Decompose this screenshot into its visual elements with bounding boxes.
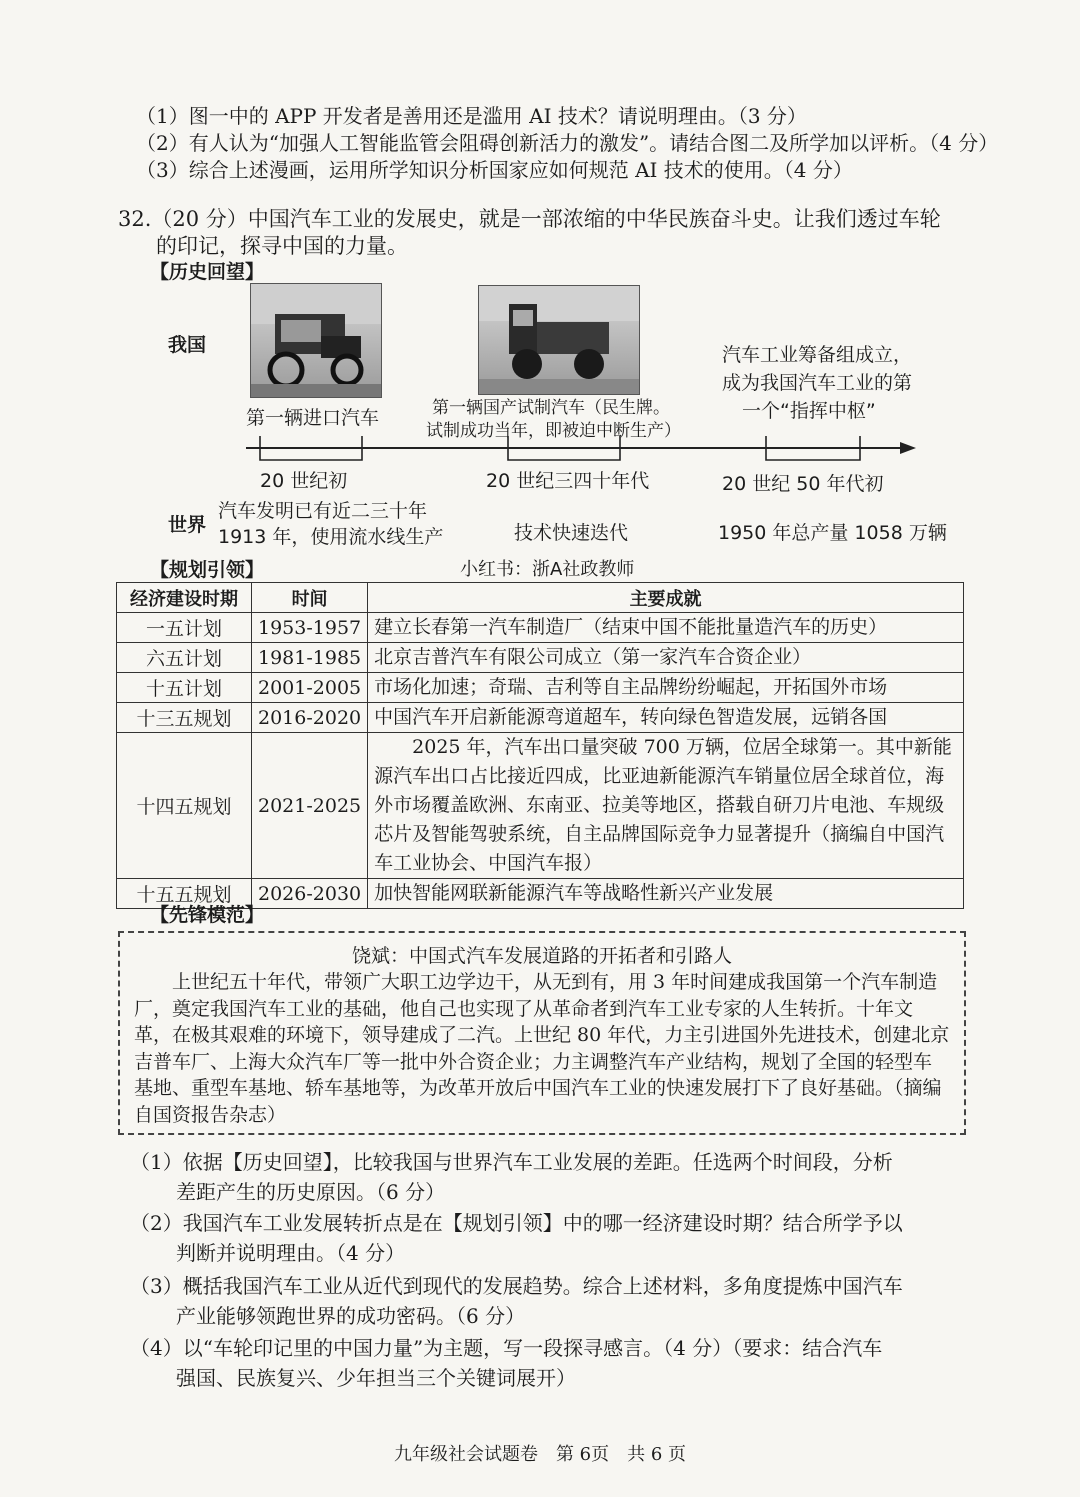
imported-car-photo [250,283,382,398]
cell-time: 2021-2025 [252,733,368,879]
section-pioneer: 【先锋模范】 [150,904,265,926]
cell-period: 十三五规划 [117,703,252,733]
cell-achievement: 加快智能网联新能源汽车等战略性新兴产业发展 [368,879,964,909]
section-history: 【历史回望】 [150,261,265,283]
caption-domestic-line2: 试制成功当年，即被迫中断生产） [426,421,681,441]
header-period: 经济建设时期 [117,583,252,613]
pioneer-box [118,931,966,1135]
world-3: 1950 年总产量 1058 万辆 [718,522,947,544]
cell-period: 十四五规划 [117,733,252,879]
cell-achievement: 中国汽车开启新能源弯道超车，转向绿色智造发展，远销各国 [368,703,964,733]
cell-achievement: 2025 年，汽车出口量突破 700 万辆，位居全球第一。其中新能源汽车出口占比接近四成，比亚迪新能源汽车销量位居全球首位，海外市场覆盖欧洲、东南亚、拉美等地区，搭载自研刀片电池、车规级芯片及智能驾驶系统，自主品牌国际竞争力显著提升（摘编自中国汽车工业协会、中国汽车报） [368,733,964,879]
q32-intro-line2: 的印记，探寻中国的力量。 [156,234,408,258]
cell-time: 1953-1957 [252,613,368,643]
table-row [117,673,964,703]
cell-period: 十五计划 [117,673,252,703]
q32-question-3 [130,1271,970,1331]
caption-domestic-line1: 第一辆国产试制汽车（民生牌。 [432,398,670,418]
cell-achievement: 建立长春第一汽车制造厂（结束中国不能批量造汽车的历史） [368,613,964,643]
plan-table-header [117,583,964,613]
caption-imported-car: 第一辆进口汽车 [246,407,380,429]
section-plan: 【规划引领】 [150,559,265,581]
domestic-truck-photo [478,285,640,395]
caption-1950s-line3: 一个“指挥中枢” [742,400,876,422]
world-2: 技术快速迭代 [514,522,629,544]
cell-time: 2016-2020 [252,703,368,733]
pioneer-body: 上世纪五十年代，带领广大职工边学边干，从无到有，用 3 年时间建成我国第一个汽车制造厂，奠定我国汽车工业的基础，他自己也实现了从革命者到汽车工业专家的人生转折。十年文革，在极其艰难的环境下，领导建成了二汽。上世纪 80 年代，力主引进国外先进技术，创建北京吉普车厂、上海大众汽车厂等一批中外合资企业；力主调整汽车产业结构，规划了全国的轻型车基地、重型车基地、轿车基地等，为改革开放后中国汽车工业的快速发展打下了良好基础。（摘编自国资报告杂志） [134,971,950,1126]
world-1-line2: 1913 年，使用流水线生产 [218,526,444,548]
table-row [117,643,964,673]
period-1950s: 20 世纪 50 年代初 [722,473,884,495]
question-line: （3）概括我国汽车工业从近代到现代的发展趋势。综合上述材料，多角度提炼中国汽车 [130,1274,903,1298]
caption-1950s-line1: 汽车工业筹备组成立， [722,344,913,366]
label-world: 世界 [168,514,207,536]
table-row [117,733,964,879]
question-line: 强国、民族复兴、少年担当三个关键词展开） [176,1366,576,1390]
q31-sub1: （1）图一中的 APP 开发者是善用还是滥用 AI 技术？请说明理由。（3 分） [136,104,807,128]
caption-1950s-line2: 成为我国汽车工业的第 [722,372,913,394]
q32-question-4 [130,1333,970,1393]
question-line: 产业能够领跑世界的成功密码。（6 分） [176,1304,526,1328]
page-footer: 九年级社会试题卷 第 6页 共 6 页 [393,1444,687,1465]
watermark-text: 小红书：浙A社政教师 [460,559,635,580]
q31-sub3: （3）综合上述漫画，运用所学知识分析国家应如何规范 AI 技术的使用。（4 分） [136,158,853,182]
question-line: （2）我国汽车工业发展转折点是在【规划引领】中的哪一经济建设时期？结合所学予以 [130,1211,903,1235]
q32-question-2 [130,1208,970,1268]
cell-period: 一五计划 [117,613,252,643]
table-row [117,613,964,643]
table-row [117,703,964,733]
q31-sub2: （2）有人认为“加强人工智能监管会阻碍创新活力的激发”。请结合图二及所学加以评析。（4 分） [136,131,999,155]
cell-achievement: 市场化加速；奇瑞、吉利等自主品牌纷纷崛起，开拓国外市场 [368,673,964,703]
header-achievement: 主要成就 [368,583,964,613]
cell-achievement: 北京吉普汽车有限公司成立（第一家汽车合资企业） [368,643,964,673]
cell-time: 2026-2030 [252,879,368,909]
question-line: （4）以“车轮印记里的中国力量”为主题，写一段探寻感言。（4 分）（要求：结合汽车 [130,1336,883,1360]
plan-table [116,582,964,909]
q32-question-1 [130,1147,970,1207]
q32-intro-line1: 32.（20 分）中国汽车工业的发展史，就是一部浓缩的中华民族奋斗史。让我们透过车轮 [118,207,941,231]
cell-period: 六五计划 [117,643,252,673]
label-china: 我国 [168,334,207,356]
cell-period: 十五五规划 [117,879,252,909]
world-1-line1: 汽车发明已有近二三十年 [218,500,428,522]
cell-time: 2001-2005 [252,673,368,703]
question-line: 差距产生的历史原因。（6 分） [176,1180,446,1204]
question-line: 判断并说明理由。（4 分） [176,1241,406,1265]
header-time: 时间 [252,583,368,613]
period-1930s-40s: 20 世纪三四十年代 [486,470,650,492]
pioneer-title: 饶斌：中国式汽车发展道路的开拓者和引路人 [351,945,732,967]
cell-time: 1981-1985 [252,643,368,673]
timeline-axis [240,430,920,470]
question-line: （1）依据【历史回望】，比较我国与世界汽车工业发展的差距。任选两个时间段，分析 [130,1150,893,1174]
period-early-20th: 20 世纪初 [260,470,348,492]
